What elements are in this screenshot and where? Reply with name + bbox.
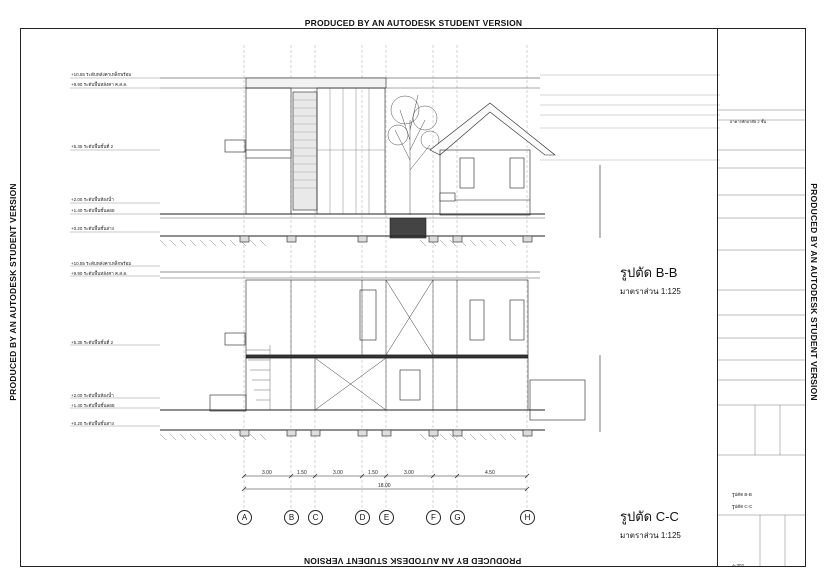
project-name: อาคารพักอาศัย 2 ชั้น <box>730 119 767 124</box>
title-block <box>717 28 806 567</box>
level-label: +0.20 ระดับพื้นชั้นล่าง <box>71 421 114 426</box>
level-label: +0.20 ระดับพื้นชั้นล่าง <box>71 226 114 231</box>
grid-bubble-b: B <box>284 510 299 525</box>
level-label: +10.55 ระดับหลังคาเหล็กพร้อม <box>71 72 132 77</box>
grid-bubble-g: G <box>450 510 465 525</box>
level-label: +1.40 ระดับพื้นชั้นลอย <box>71 403 115 408</box>
section-title-bb <box>620 262 681 298</box>
grid-bubble-d: D <box>355 510 370 525</box>
level-label: +1.40 ระดับพื้นชั้นลอย <box>71 208 115 213</box>
level-label: +5.35 ระดับพื้นชั้นที่ 2 <box>71 144 114 149</box>
dimension-value: 1.50 <box>368 470 378 476</box>
dimension-value: 1.50 <box>297 470 307 476</box>
dimension-value: 3.00 <box>404 470 414 476</box>
level-label: +9.90 ระดับพื้นหลังคา ค.ส.ล. <box>71 82 128 87</box>
grid-bubble-h: H <box>520 510 535 525</box>
section-name: รูปตัด B-B <box>620 265 678 280</box>
watermark-top: PRODUCED BY AN AUTODESK STUDENT VERSION <box>304 18 523 28</box>
watermark-bottom: PRODUCED BY AN AUTODESK STUDENT VERSION <box>303 556 522 566</box>
total-dimension: 18.00 <box>378 483 391 489</box>
drawing-list-item: รูปตัด B-B <box>732 492 752 497</box>
watermark-right: PRODUCED BY AN AUTODESK STUDENT VERSION <box>809 183 819 401</box>
level-label: +2.00 ระดับพื้นห้องน้ำ <box>71 197 114 202</box>
section-name: รูปตัด C-C <box>620 509 679 524</box>
grid-bubble-c: C <box>308 510 323 525</box>
sheet-number: A-302 <box>732 563 745 568</box>
dimension-value: 3.00 <box>262 470 272 476</box>
level-label: +9.90 ระดับพื้นหลังคา ค.ส.ล. <box>71 271 128 276</box>
section-scale: มาตราส่วน 1:125 <box>620 531 681 540</box>
grid-bubble-e: E <box>379 510 394 525</box>
level-label: +5.35 ระดับพื้นชั้นที่ 2 <box>71 340 114 345</box>
grid-bubble-f: F <box>426 510 441 525</box>
section-title-cc <box>620 506 681 542</box>
level-label: +2.00 ระดับพื้นห้องน้ำ <box>71 393 114 398</box>
dimension-value: 4.50 <box>485 470 495 476</box>
watermark-left: PRODUCED BY AN AUTODESK STUDENT VERSION <box>8 183 18 401</box>
grid-bubble-a: A <box>237 510 252 525</box>
section-scale: มาตราส่วน 1:125 <box>620 287 681 296</box>
dimension-value: 3.00 <box>333 470 343 476</box>
drawing-list-item: รูปตัด C-C <box>732 504 753 509</box>
level-label: +10.55 ระดับหลังคาเหล็กพร้อม <box>71 261 132 266</box>
